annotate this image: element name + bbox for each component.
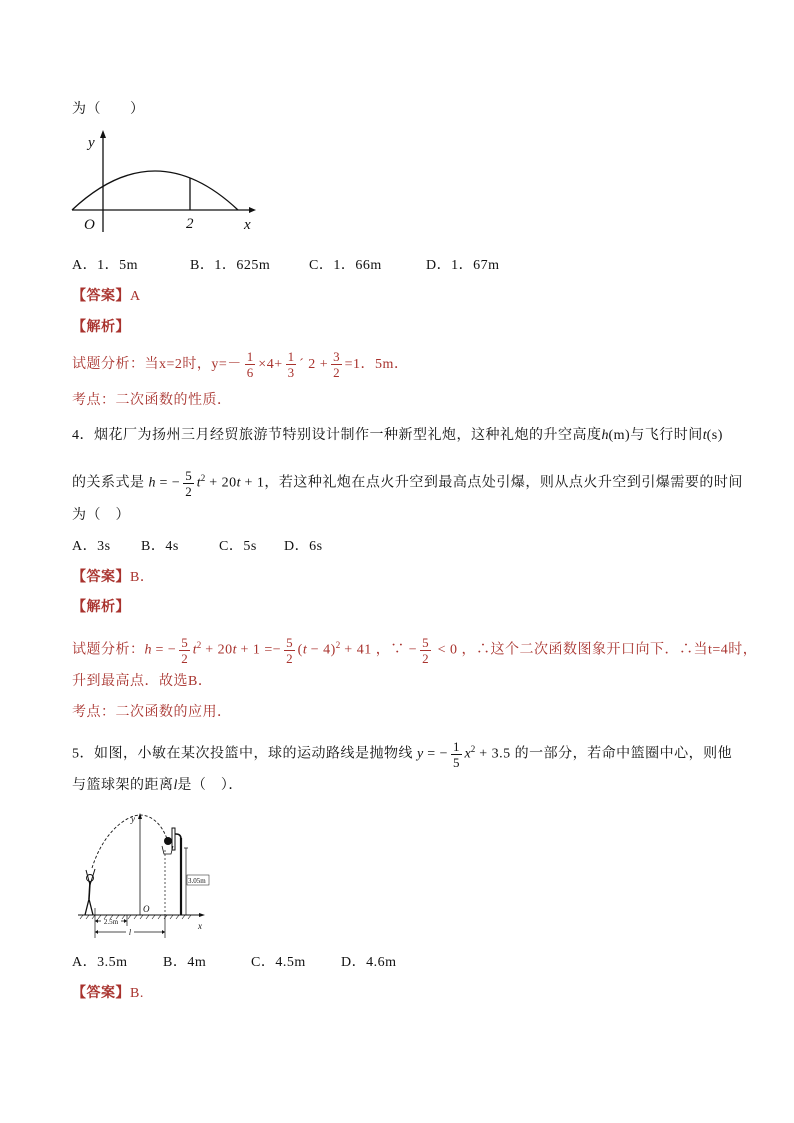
q4-answer (72, 568, 154, 588)
analysis-tail: < 0 ，∴这个二次函数图象开口向下．∴当t=4时， (433, 642, 758, 658)
variable-h: h (601, 428, 609, 443)
variable-t: t (236, 475, 241, 491)
q3-kaodian: 考点：二次函数的性质． (72, 393, 232, 408)
analysis-part: ´ 2 + (299, 357, 329, 372)
fraction-1-6 (245, 349, 256, 380)
x-axis-label: x (244, 217, 251, 233)
x-axis-arrowhead (249, 207, 256, 213)
fraction-denominator: 2 (185, 483, 192, 499)
fraction-numerator: 1 (453, 738, 460, 754)
ball-trajectory (92, 815, 168, 868)
variable-h: h (144, 642, 152, 658)
q4-analysis-text (72, 625, 757, 665)
fraction-5-2 (179, 635, 190, 666)
stem-text: 5．如图，小敏在某次投篮中，球的运动路线是抛物线 (72, 746, 417, 762)
q3-option-d: D．1．67m (426, 258, 500, 273)
fraction-denominator: 2 (422, 650, 429, 666)
q5-stem-line-1 (72, 729, 732, 769)
fraction-numerator: 5 (185, 467, 192, 483)
hoop-net (162, 846, 173, 854)
q5-basketball-figure (74, 808, 214, 943)
q5-stem-line-2 (72, 776, 243, 796)
parabola-curve (72, 171, 238, 210)
q4-kaodian: 考点：二次函数的应用． (72, 705, 232, 720)
origin-label: O (84, 217, 95, 233)
q4-stem-line-2 (72, 458, 743, 498)
q4-option-a: A．3s (72, 539, 111, 554)
answer-tag: 【答案】 (72, 986, 130, 1001)
fraction-denominator: 6 (246, 365, 254, 381)
q3-analysis-tag: 【解析】 (72, 320, 130, 335)
answer-value: B． (130, 570, 155, 585)
unit-h: (m) (608, 428, 631, 443)
exponent: 2 (196, 640, 202, 650)
q4-option-d: D．6s (284, 539, 323, 554)
x-tick-label: 2 (186, 216, 194, 232)
math-text: + 1 =− (236, 642, 282, 658)
answer-tag: 【答案】 (72, 570, 130, 585)
analysis-part: ×4+ (258, 357, 283, 372)
x-axis-arrowhead (199, 913, 205, 917)
math-text: + 41 ，∵ − (340, 642, 418, 658)
fraction-5-2 (183, 468, 194, 499)
fraction-denominator: 2 (181, 650, 188, 666)
fraction-3-2 (331, 349, 342, 380)
stem-text: 4．烟花厂为扬州三月经贸旅游节特别设计制作一种新型礼炮，这种礼炮的升空高度 (72, 428, 602, 443)
math-text: + 3.5 (475, 746, 511, 762)
origin-label: O (143, 904, 150, 914)
q4-stem-line-1 (72, 426, 723, 446)
variable-y: y (417, 746, 424, 762)
y-axis-label: y (88, 135, 95, 151)
analysis-lead: 试题分析： (72, 642, 145, 658)
q4-analysis-line-2: 升到最高点．故选B． (72, 674, 213, 689)
exponent: 2 (470, 744, 476, 754)
stem-text: 的关系式是 (72, 475, 149, 491)
fraction-1-3 (286, 349, 297, 380)
answer-tag: 【答案】 (72, 289, 130, 304)
offset-label: 2.5m (103, 918, 119, 926)
math-text: = − (151, 642, 177, 658)
math-text: + 1 (240, 475, 265, 491)
q4-option-c: C．5s (219, 539, 257, 554)
q3-option-b: B．1．625m (190, 258, 271, 273)
variable-l: l (173, 778, 178, 793)
q5-option-c: C．4.5m (251, 955, 306, 970)
unit-t: (s) (706, 428, 723, 443)
math-text: + 20 (201, 642, 233, 658)
math-text: ( (297, 642, 303, 658)
exponent: 2 (335, 640, 341, 650)
y-axis-arrowhead (138, 813, 142, 819)
q5-option-a: A．3.5m (72, 955, 128, 970)
math-text: = − (423, 746, 449, 762)
fraction-numerator: 5 (422, 634, 429, 650)
fraction-denominator: 2 (333, 365, 340, 381)
exponent: 2 (200, 473, 206, 483)
height-label: 3.05m (188, 877, 206, 885)
stem-text: ，若这种礼炮在点火升空到最高点处引爆，则从点火升空到引爆需要的时间 (264, 475, 743, 491)
y-axis-arrowhead (100, 130, 106, 138)
q3-option-c: C．1．66m (309, 258, 382, 273)
answer-value: B. (130, 986, 144, 1001)
math-text: − 4) (306, 642, 336, 658)
q3-option-a: A．1．5m (72, 258, 138, 273)
distance-label: l (128, 928, 132, 937)
variable-t: t (196, 475, 201, 491)
y-axis-label: y (131, 814, 135, 824)
answer-value: A (130, 289, 141, 304)
fraction-denominator: 5 (453, 754, 460, 770)
fraction-numerator: 1 (287, 349, 295, 365)
q3-answer (72, 287, 141, 307)
fraction-1-5 (451, 739, 462, 770)
q5-option-d: D．4.6m (341, 955, 397, 970)
fraction-numerator: 3 (333, 349, 340, 365)
fraction-5-2 (284, 635, 295, 666)
analysis-lead: 试题分析：当x=2时，y=－ (72, 357, 242, 372)
x-axis-label: x (198, 921, 202, 931)
stem-text: 是（ ）． (177, 778, 243, 793)
fraction-5-2 (420, 635, 431, 666)
stem-text: 与篮球架的距离 (72, 778, 174, 793)
fraction-numerator: 1 (246, 349, 254, 365)
q4-analysis-tag: 【解析】 (72, 600, 130, 615)
analysis-tail: =1．5m． (344, 357, 409, 372)
variable-t: t (302, 642, 307, 658)
math-text: + 20 (205, 475, 237, 491)
variable-x: x (464, 746, 471, 762)
fraction-denominator: 2 (286, 650, 293, 666)
variable-h: h (148, 475, 156, 491)
q3-analysis-text (72, 345, 408, 385)
variable-t: t (232, 642, 237, 658)
player-legs (85, 899, 93, 915)
fraction-numerator: 5 (181, 634, 188, 650)
stem-text: 与飞行时间 (630, 428, 703, 443)
math-text: = − (155, 475, 181, 491)
fraction-denominator: 3 (287, 365, 295, 381)
q5-answer (72, 984, 144, 1004)
ground-hatch (80, 915, 191, 919)
stem-text: 的一部分，若命中篮圈中心，则他 (510, 746, 733, 762)
variable-t: t (702, 428, 707, 443)
q4-option-b: B．4s (141, 539, 179, 554)
q3-parabola-graph (68, 128, 263, 240)
q4-stem-line-3: 为（ ） (72, 508, 130, 523)
variable-t: t (192, 642, 197, 658)
q3-stem-tail: 为（ ） (72, 102, 145, 117)
q5-option-b: B．4m (163, 955, 207, 970)
fraction-numerator: 5 (286, 634, 293, 650)
basketball (164, 837, 172, 845)
